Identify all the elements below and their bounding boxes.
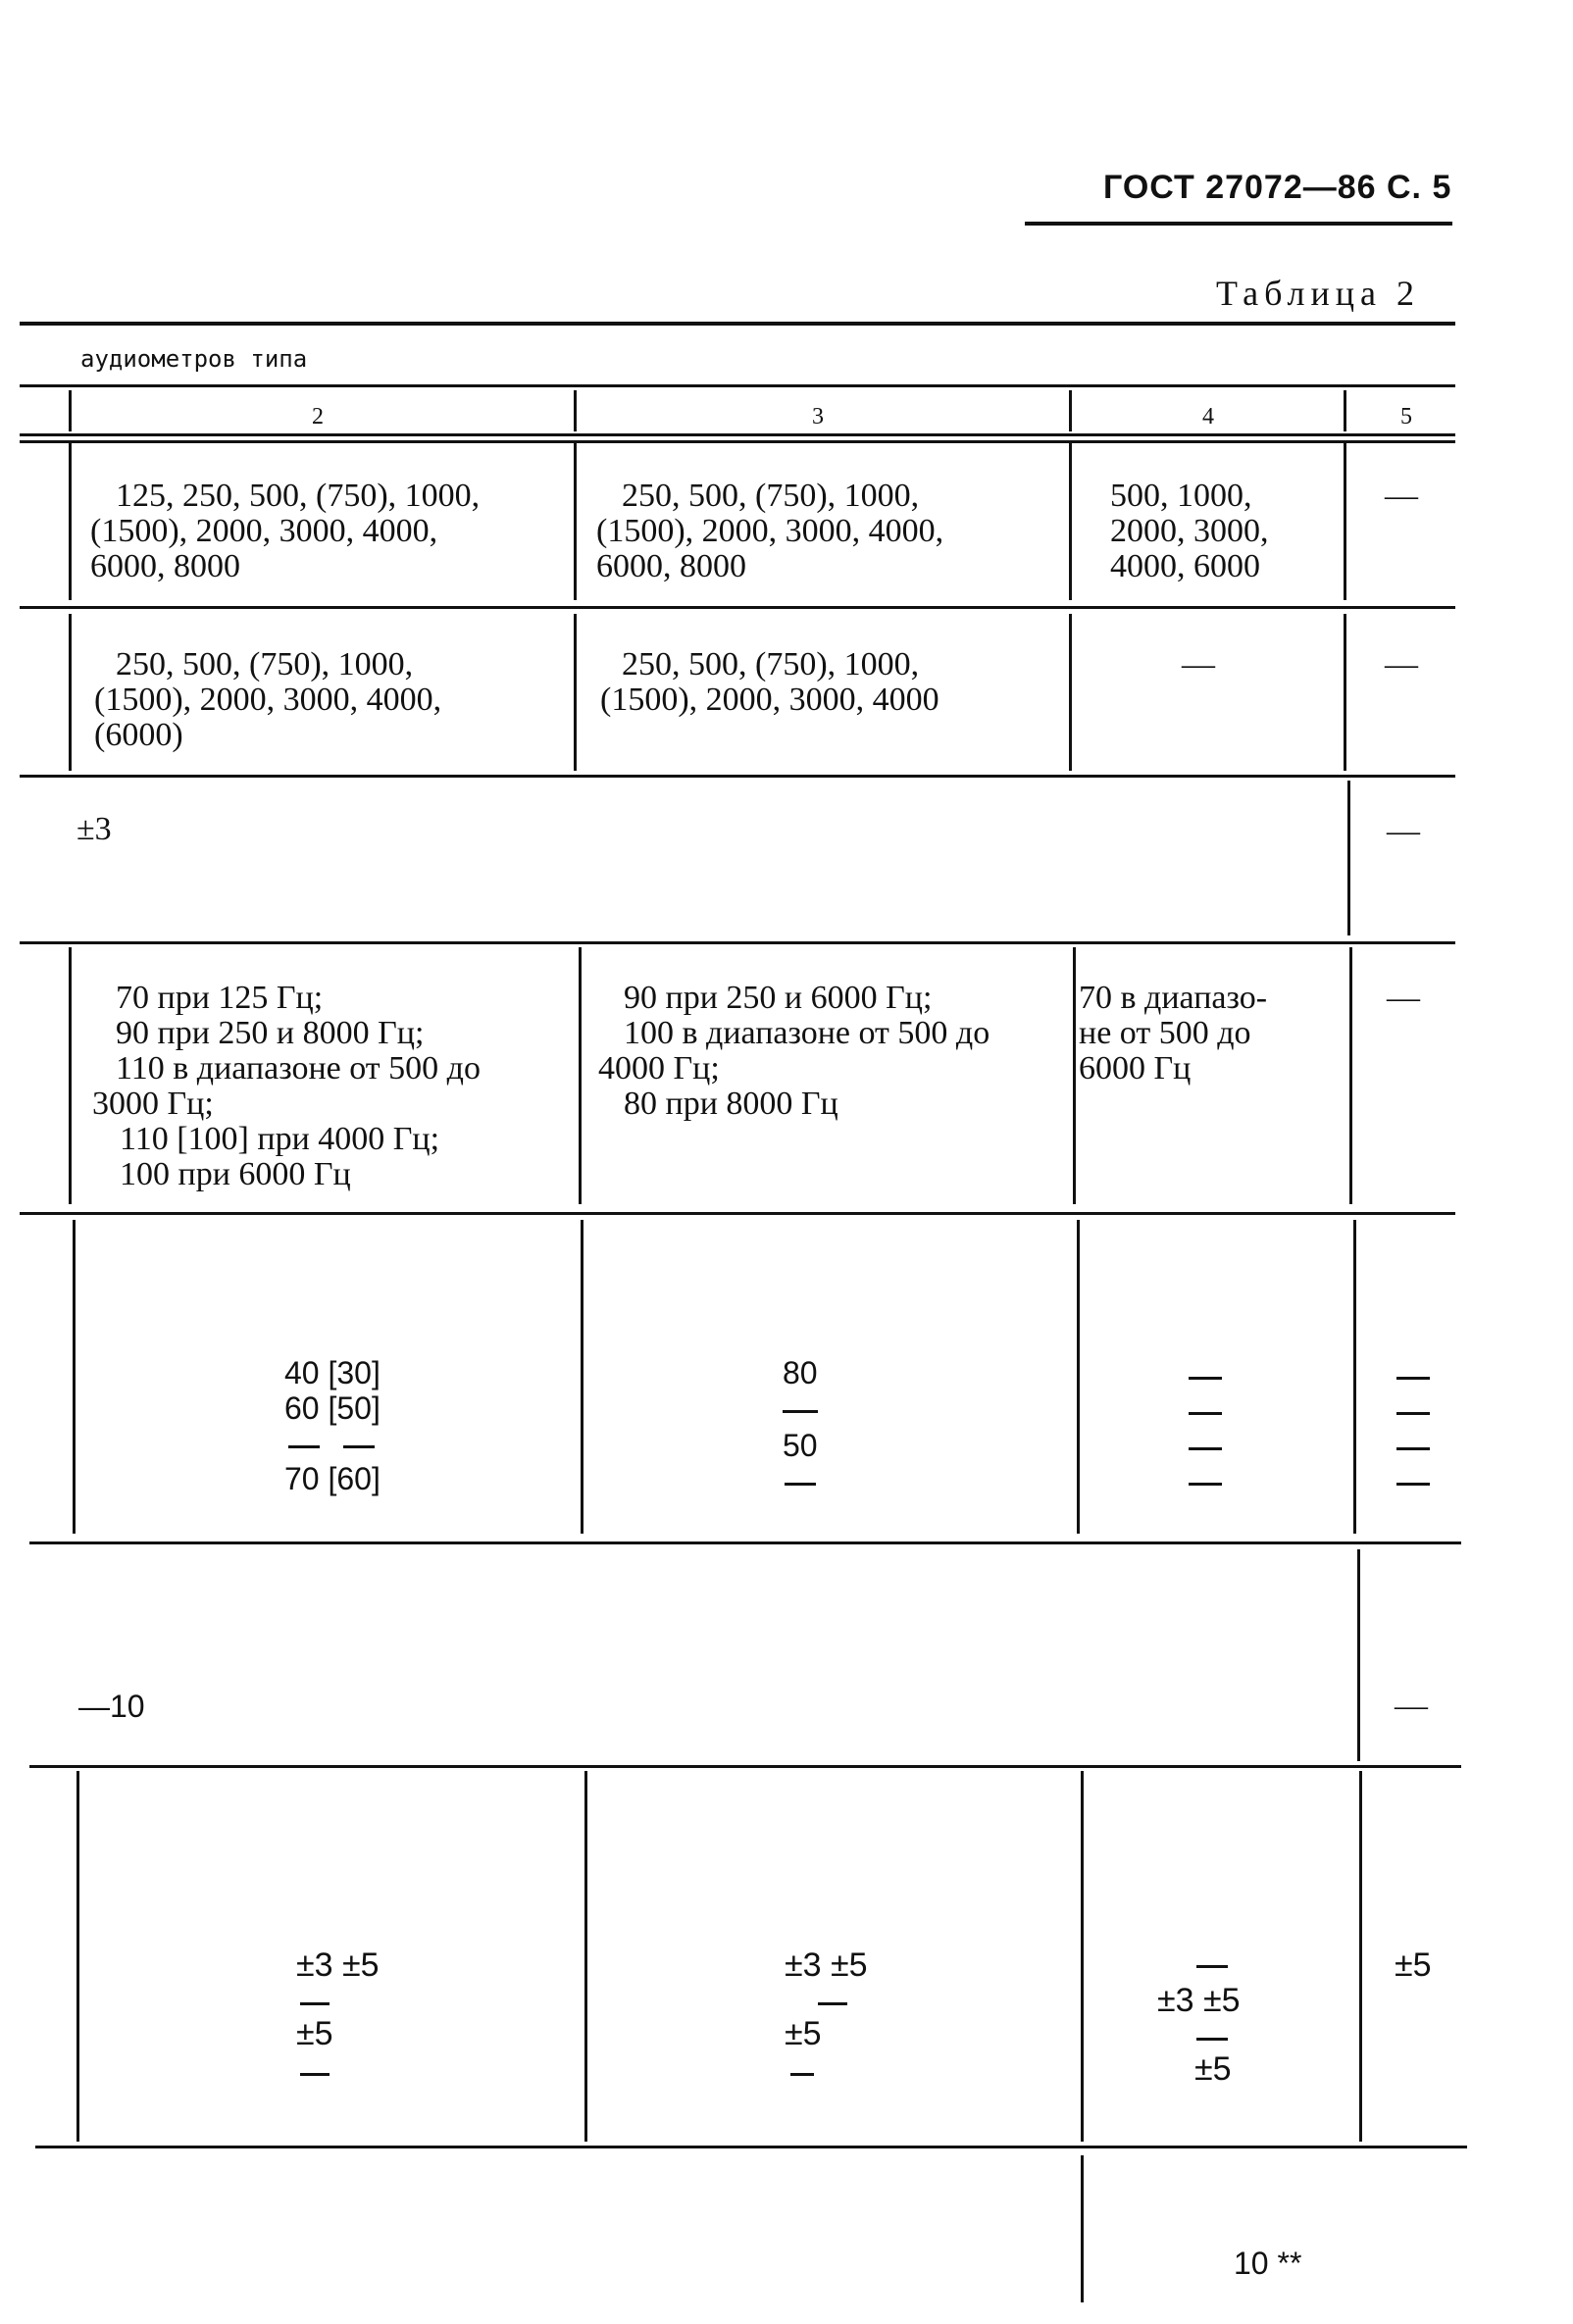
row1-divider [69, 443, 72, 600]
dash-mark [1189, 1377, 1222, 1380]
dash-mark [1396, 1483, 1430, 1486]
dash-mark [288, 1445, 320, 1448]
dash-mark [1396, 1377, 1430, 1380]
row7-divider [1359, 1771, 1362, 2142]
text-line: 2000, 3000, [1110, 513, 1269, 549]
row4-col3 [598, 981, 1073, 1122]
row8-col4: 10 ** [1234, 2246, 1302, 2281]
row4-divider [579, 947, 582, 1204]
text-line: 100 в диапазоне от 500 до [624, 1015, 990, 1051]
header-divider [574, 390, 577, 431]
text-line: (1500), 2000, 3000, 4000, [90, 513, 438, 549]
row-rule [20, 941, 1455, 944]
dash-mark [818, 2002, 847, 2005]
row5-col2-line1: 40 [30] [284, 1355, 381, 1390]
group-caption: аудиометров типа [80, 345, 308, 373]
text-line: не от 500 до [1079, 1015, 1251, 1051]
row7-col4-line1: ±3 ±5 [1157, 1982, 1241, 2019]
header-rule [1025, 222, 1452, 226]
row5-col2-line2: 60 [50] [284, 1390, 381, 1426]
row-rule [20, 606, 1455, 609]
text-line: 6000 Гц [1079, 1050, 1192, 1086]
row-rule [20, 1212, 1455, 1215]
row1-col3 [596, 479, 1067, 584]
dash-mark [1196, 2038, 1228, 2041]
row2-col3 [600, 647, 1071, 718]
row6-col2: —10 [78, 1689, 145, 1724]
text-line: 4000 Гц; [598, 1050, 720, 1086]
text-line: 125, 250, 500, (750), 1000, [116, 478, 481, 514]
dash-mark [1396, 1412, 1430, 1415]
text-line: 6000, 8000 [596, 548, 746, 584]
text-line: 100 при 6000 Гц [120, 1156, 351, 1192]
text-line: (1500), 2000, 3000, 4000, [596, 513, 944, 549]
row7-col2-line1: ±3 ±5 [296, 1946, 380, 1984]
row1-divider [1069, 443, 1072, 600]
row5-divider [1077, 1220, 1080, 1534]
header-double-rule [20, 440, 1455, 443]
row3-col5: — [1387, 813, 1420, 849]
text-line: 250, 500, (750), 1000, [116, 646, 414, 682]
text-line: 90 при 250 и 8000 Гц; [116, 1015, 425, 1051]
text-line: 80 при 8000 Гц [624, 1086, 838, 1122]
table-title: Таблица 2 [1216, 274, 1420, 313]
row4-col4 [1079, 981, 1345, 1086]
text-line: 70 при 125 Гц; [116, 980, 324, 1016]
col-number-3: 3 [812, 404, 824, 429]
row2-divider [69, 614, 72, 771]
row2-divider [574, 614, 577, 771]
dash-mark [343, 1445, 375, 1448]
header-divider [1069, 390, 1072, 431]
row5-divider [73, 1220, 76, 1534]
text-line: 250, 500, (750), 1000, [622, 646, 920, 682]
table-top-rule [20, 322, 1455, 326]
text-line: 4000, 6000 [1110, 548, 1260, 584]
row2-divider [1344, 614, 1346, 771]
row-rule [35, 2146, 1467, 2148]
dash-mark [1196, 1965, 1228, 1968]
row6-col5: — [1395, 1688, 1428, 1724]
dash-mark [300, 2073, 330, 2076]
row7-col2-line2: ±5 [296, 2015, 333, 2052]
row1-divider [574, 443, 577, 600]
dash-mark [783, 1410, 818, 1413]
row7-col5: ±5 [1395, 1946, 1432, 1984]
row6-divider [1357, 1549, 1360, 1761]
dash-mark [785, 1483, 816, 1486]
header-divider [69, 390, 72, 431]
text-line: 70 в диапазо- [1079, 980, 1268, 1016]
col-number-4: 4 [1202, 404, 1214, 429]
text-line: 90 при 250 и 6000 Гц; [624, 980, 933, 1016]
row4-col2 [92, 981, 573, 1192]
dash-mark [1189, 1412, 1222, 1415]
row-rule [29, 1765, 1461, 1768]
row5-col3-line2: 50 [783, 1428, 818, 1463]
text-line: (6000) [94, 717, 183, 753]
text-line: 110 [100] при 4000 Гц; [120, 1121, 440, 1157]
text-line: (1500), 2000, 3000, 4000 [600, 682, 939, 718]
row1-col2 [90, 479, 561, 584]
col-number-5: 5 [1400, 404, 1412, 429]
row1-col5: — [1385, 478, 1418, 514]
row5-divider [1353, 1220, 1356, 1534]
row7-divider [76, 1771, 79, 2142]
header-divider [1344, 390, 1346, 431]
row-rule [29, 1541, 1461, 1544]
row4-col5: — [1387, 980, 1420, 1016]
dash-mark [790, 2073, 814, 2076]
header-double-rule [20, 433, 1455, 436]
text-line: (1500), 2000, 3000, 4000, [94, 682, 442, 718]
row-rule [20, 775, 1455, 778]
row5-divider [581, 1220, 584, 1534]
row8-divider [1081, 2155, 1084, 2302]
row2-col2 [94, 647, 565, 753]
text-line: 500, 1000, [1110, 478, 1252, 514]
row1-col4 [1110, 479, 1336, 584]
row7-col4-line2: ±5 [1194, 2050, 1232, 2088]
row7-divider [584, 1771, 587, 2142]
col-number-2: 2 [312, 404, 324, 429]
row2-col4: — [1182, 646, 1215, 682]
dash-mark [1189, 1447, 1222, 1450]
caption-rule [20, 384, 1455, 387]
row4-divider [69, 947, 72, 1204]
row4-divider [1349, 947, 1352, 1204]
text-line: 3000 Гц; [92, 1086, 214, 1122]
text-line: 6000, 8000 [90, 548, 240, 584]
row2-col5: — [1385, 646, 1418, 682]
text-line: 250, 500, (750), 1000, [622, 478, 920, 514]
row4-divider [1073, 947, 1076, 1204]
text-line: 110 в диапазоне от 500 до [116, 1050, 481, 1086]
row7-divider [1081, 1771, 1084, 2142]
row3-col2: ±3 [76, 811, 112, 847]
row3-divider [1347, 781, 1350, 935]
dash-mark [1396, 1447, 1430, 1450]
document-header: ГОСТ 27072—86 С. 5 [1103, 169, 1452, 206]
row5-col3-line1: 80 [783, 1355, 818, 1390]
dash-mark [1189, 1483, 1222, 1486]
row5-col2-line3: 70 [60] [284, 1461, 381, 1496]
row7-col3-line2: ±5 [785, 2015, 822, 2052]
row7-col3-line1: ±3 ±5 [785, 1946, 868, 1984]
row1-divider [1344, 443, 1346, 600]
dash-mark [300, 2002, 330, 2005]
